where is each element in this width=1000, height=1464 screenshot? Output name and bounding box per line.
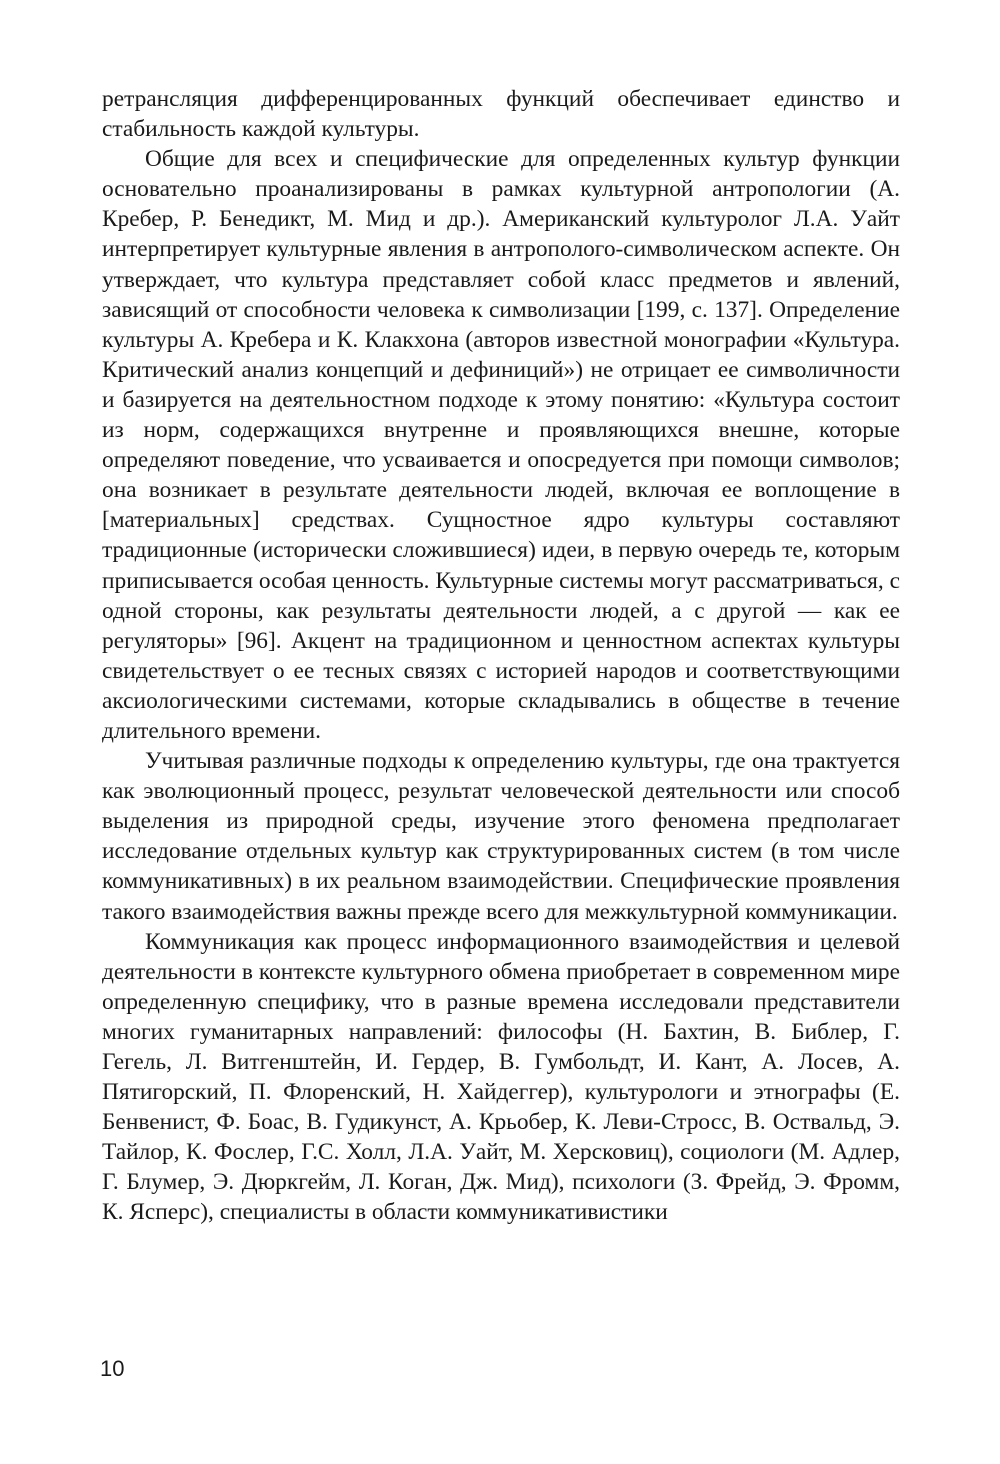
- page-number: 10: [100, 1356, 125, 1381]
- body-text: [102, 84, 900, 1228]
- paragraph-approaches-to-culture: Учитывая различные подходы к определению культуры, где она трактуется как эволюционный процесс, результат человеческой деятельности или способ выделения из природной среды, изучение этого феномена предполагает исследование отдельных культур как структурированных систем (в том числе коммуникативных) в их реальном взаимодействии. Специфические проявления такого взаимодействия важны прежде всего для межкультурной коммуникации.: [102, 748, 900, 925]
- paragraph-cultural-anthropology: Общие для всех и специфические для определенных культур функции основательно проанализированы в рамках культурной антропологии (А. Кребер, Р. Бенедикт, М. Мид и др.). Американский культуролог Л.А. Уайт интерпретирует культурные явления в антрополого-символическом аспекте. Он утверждает, что культура представляет собой класс предметов и явлений, зависящий от способности человека к символизации [199, с. 137]. Определение культуры А. Кребера и К. Клакхона (авторов известной монографии «Культура. Критический анализ концепций и дефиниций») не отрицает ее символичности и базируется на деятельностном подходе к этому понятию: «Культура состоит из норм, содержащихся внутренне и проявляющихся внешне, которые определяют поведение, что усваивается и опосредуется при помощи символов; она возникает в результате деятельности людей, включая ее воплощение в [материальных] средствах. Сущностное ядро культуры составляют традиционные (исторически сложившиеся) идеи, в первую очередь те, которым приписывается особая ценность. Культурные системы могут рассматриваться, с одной стороны, как результаты деятельности людей, а с другой — как ее регуляторы» [96]. Акцент на традиционном и ценностном аспектах культуры свидетельствует о ее тесных связях с историей народов и соответствующими аксиологическими системами, которые складывались в обществе в течение длительного времени.: [102, 146, 900, 744]
- paragraph-continuation: ретрансляция дифференцированных функций обеспечивает единство и стабильность каждой культуры.: [102, 86, 900, 143]
- paragraph-communication: Коммуникация как процесс информационного взаимодействия и целевой деятельности в контексте культурного обмена приобретает в современном мире определенную специфику, что в разные времена исследовали представители многих гуманитарных направлений: философы (Н. Бахтин, В. Библер, Г. Гегель, Л. Витгенштейн, И. Гердер, В. Гумбольдт, И. Кант, А. Лосев, А. Пятигорский, П. Флоренский, Н. Хайдеггер), культурологи и этнографы (Е. Бенвенист, Ф. Боас, В. Гудикунст, А. Крьобер, К. Леви-Стросс, В. Оствальд, Э. Тайлор, К. Фослер, Г.С. Холл, Л.А. Уайт, М. Херсковиц), социологи (М. Адлер, Г. Блумер, Э. Дюркгейм, Л. Коган, Дж. Мид), психологи (З. Фрейд, Э. Фромм, К. Ясперс), специалисты в области коммуникативистики: [102, 928, 900, 1226]
